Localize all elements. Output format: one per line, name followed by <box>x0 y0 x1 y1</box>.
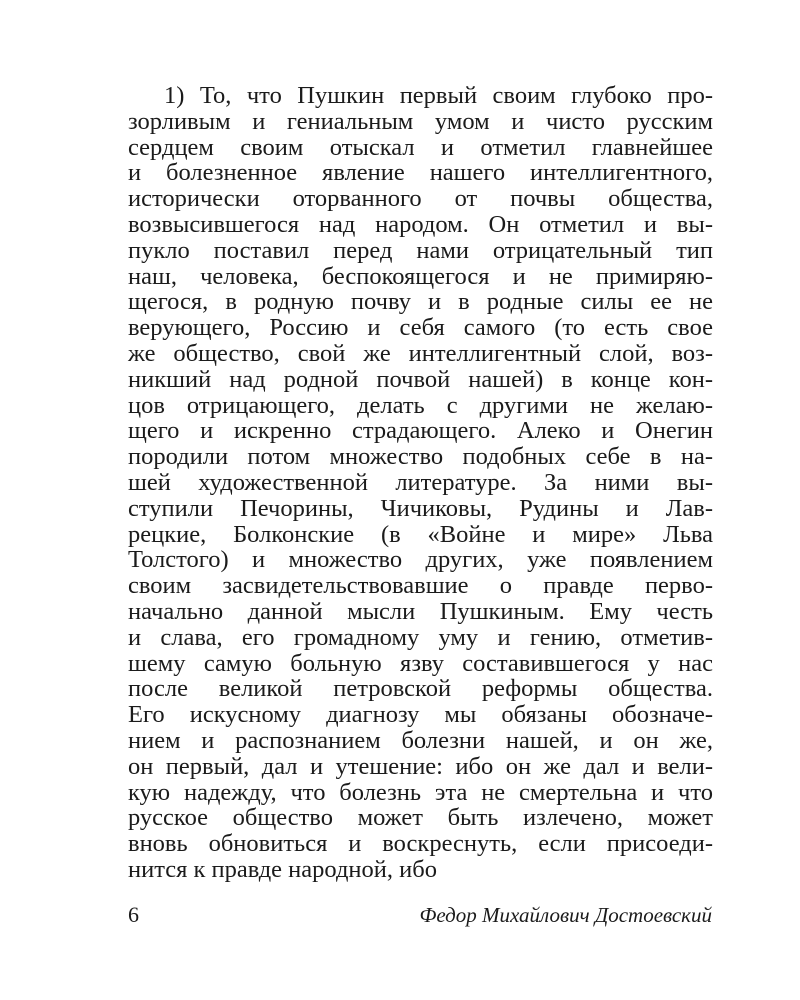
text-line: возвысившегося над народом. Он отметил и вы- <box>128 210 713 238</box>
text-line: никший над родной почвой нашей) в конце кон- <box>128 365 713 393</box>
text-line: пукло поставил перед нами отрицательный тип <box>128 236 713 264</box>
page-number: 6 <box>128 902 139 927</box>
text-line: Его искусному диагнозу мы обязаны обозначе- <box>128 701 713 729</box>
text-line: шему самую больную язву составившегося у нас <box>128 649 713 677</box>
running-title: Федор Михайлович Достоевский <box>419 903 712 927</box>
text-line: щего и искренно страдающего. Алеко и Онегин <box>128 417 713 445</box>
text-line: рецкие, Болконские (в «Войне и мире» Льва <box>128 520 713 548</box>
text-line: наш, человека, беспокоящегося и не примиряю- <box>128 262 713 290</box>
text-line: зорливым и гениальным умом и чисто русским <box>128 107 713 135</box>
text-line: и болезненное явление нашего интеллигентного, <box>128 159 713 187</box>
text-line: кую надежду, что болезнь эта не смертельна и что <box>128 778 713 806</box>
text-line: цов отрицающего, делать с другими не желаю- <box>128 391 713 419</box>
text-line: шей художественной литературе. За ними вы- <box>128 468 713 496</box>
text-line: породили потом множество подобных себе в на- <box>128 443 713 471</box>
text-line: он первый, дал и утешение: ибо он же дал и вели- <box>128 752 713 780</box>
text-line: Толстого) и множество других, уже появлением <box>128 546 713 574</box>
text-line: русское общество может быть излечено, может <box>128 804 713 832</box>
text-line: своим засвидетельствовавшие о правде перво- <box>128 572 713 600</box>
text-line: после великой петровской реформы общества. <box>128 675 713 703</box>
text-line: сердцем своим отыскал и отметил главнейшее <box>128 133 713 161</box>
text-line: щегося, в родную почву и в родные силы ее не <box>128 288 713 316</box>
text-line: нием и распознанием болезни нашей, и он же, <box>128 726 713 754</box>
text-line: нится к правде народной, ибо <box>128 855 437 883</box>
text-line: же общество, свой же интеллигентный слой, воз- <box>128 339 713 367</box>
text-line: исторически оторванного от почвы общества, <box>128 185 713 213</box>
text-line: ступили Печорины, Чичиковы, Рудины и Лав- <box>128 494 713 522</box>
text-line: 1) То, что Пушкин первый своим глубоко про- <box>164 82 713 109</box>
text-line: вновь обновиться и воскреснуть, если присоеди- <box>128 830 713 858</box>
text-line: и слава, его громадному уму и гению, отметив- <box>128 623 713 651</box>
text-line: начально данной мысли Пушкиным. Ему честь <box>128 597 713 625</box>
text-line: верующего, Россию и себя самого (то есть свое <box>128 314 713 342</box>
body-text <box>128 83 713 883</box>
